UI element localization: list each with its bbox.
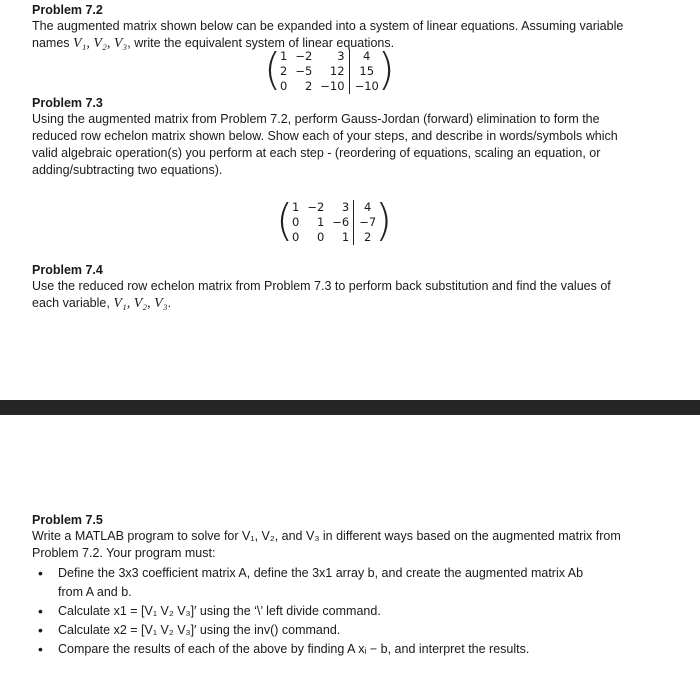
- matrix-cell: −10: [320, 79, 345, 93]
- variable-names: V₁, V₂, V₃: [113, 296, 168, 311]
- matrix-cell: −2: [295, 49, 313, 63]
- matrix-cell: −5: [295, 64, 313, 78]
- right-paren: ): [375, 195, 393, 246]
- text-line: Problem 7.2. Your program must:: [32, 546, 216, 560]
- matrix-row: [276, 64, 383, 79]
- list-item: [58, 564, 672, 602]
- matrix-cell: −2: [307, 200, 325, 214]
- text-line: The augmented matrix shown below can be expanded into a system of linear equations. Assuming variable: [32, 19, 624, 33]
- text-span: from A and b.: [58, 585, 132, 599]
- matrix-cell: 2: [304, 79, 313, 93]
- matrix-cell: 3: [337, 49, 345, 63]
- matrix-row: [276, 49, 383, 64]
- matrix-cell: 0: [280, 79, 288, 93]
- problem-7-3: [32, 95, 672, 179]
- list-item: • Calculate x1 = [V₁ V₂ V₃]′ using the ‘\’ left divide command.: [58, 602, 672, 621]
- augmented-cell: −10: [349, 79, 383, 94]
- problem-7-4: [32, 262, 672, 312]
- matrix-cell: 0: [292, 230, 300, 244]
- matrix-row: [288, 215, 380, 230]
- right-paren: ): [377, 44, 395, 95]
- page-divider: [0, 400, 700, 415]
- matrix-cell: 0: [292, 215, 300, 229]
- problem-text: [32, 278, 672, 312]
- text-line: Write a MATLAB program to solve for V₁, V₂, and V₃ in different ways based on the augmented matrix from: [32, 529, 621, 543]
- matrix-cell: 2: [280, 64, 288, 78]
- problem-text: [32, 111, 672, 179]
- matrix-cell: 1: [292, 200, 300, 214]
- text-span: each variable,: [32, 296, 114, 310]
- matrix-cell: −6: [332, 215, 350, 229]
- problem-text: [32, 18, 672, 52]
- text-line: Use the reduced row echelon matrix from Problem 7.3 to perform back substitution and find the values of: [32, 279, 611, 293]
- problem-title: Problem 7.5: [32, 513, 103, 527]
- matrix-row: [288, 200, 380, 215]
- reduced-echelon-matrix-7-3: [276, 195, 393, 246]
- text-line: [32, 295, 672, 312]
- text-span: names: [32, 36, 73, 50]
- text-span: .: [167, 296, 172, 310]
- text-span: , write the equivalent system of linear equations.: [127, 36, 395, 50]
- text-line: reduced row echelon matrix shown below. Show each of your steps, and describe in words/symbols which: [32, 129, 618, 143]
- problem-7-5: [32, 512, 672, 659]
- augmented-cell: 4: [354, 200, 380, 215]
- matrix-cell: 12: [329, 64, 345, 78]
- matrix-cell: 3: [341, 200, 350, 214]
- text-span: Define the 3x3 coefficient matrix A, define the 3x1 array b, and create the augmented matrix Ab: [58, 566, 584, 580]
- matrix-cell: 0: [316, 230, 325, 244]
- list-item: • Calculate x2 = [V₁ V₂ V₃]′ using the inv() command.: [58, 621, 672, 640]
- matrix-row: [288, 230, 380, 245]
- text-line: adding/subtracting two equations).: [32, 163, 223, 177]
- list-item: • Compare the results of each of the above by finding A xᵢ − b, and interpret the results.: [58, 640, 672, 659]
- matrix-cell: 1: [280, 49, 288, 63]
- matrix-cell: 1: [341, 230, 350, 244]
- augmented-cell: 2: [354, 230, 380, 245]
- augmented-cell: −7: [354, 215, 380, 230]
- variable-names: V₁, V₂, V₃: [73, 36, 128, 51]
- left-paren: (: [276, 195, 294, 246]
- matrix-table: [288, 200, 380, 245]
- problem-title: Problem 7.4: [32, 263, 103, 277]
- problem-7-2: [32, 2, 672, 52]
- matrix-cell: 1: [316, 215, 325, 229]
- problem-text: [32, 528, 672, 659]
- augmented-cell: 15: [349, 64, 383, 79]
- text-line: valid algebraic operation(s) you perform at each step - (reordering of equations, scaling an equation, or: [32, 146, 601, 160]
- matrix-row: [276, 79, 383, 94]
- text-line: Using the augmented matrix from Problem 7.2, perform Gauss-Jordan (forward) elimination to form the: [32, 112, 600, 126]
- requirements-list: [32, 564, 672, 659]
- left-paren: (: [264, 44, 282, 95]
- augmented-cell: 4: [349, 49, 383, 64]
- matrix-table: [276, 49, 383, 94]
- problem-title: Problem 7.3: [32, 96, 103, 110]
- augmented-matrix-7-2: [264, 44, 395, 95]
- problem-title: Problem 7.2: [32, 3, 103, 17]
